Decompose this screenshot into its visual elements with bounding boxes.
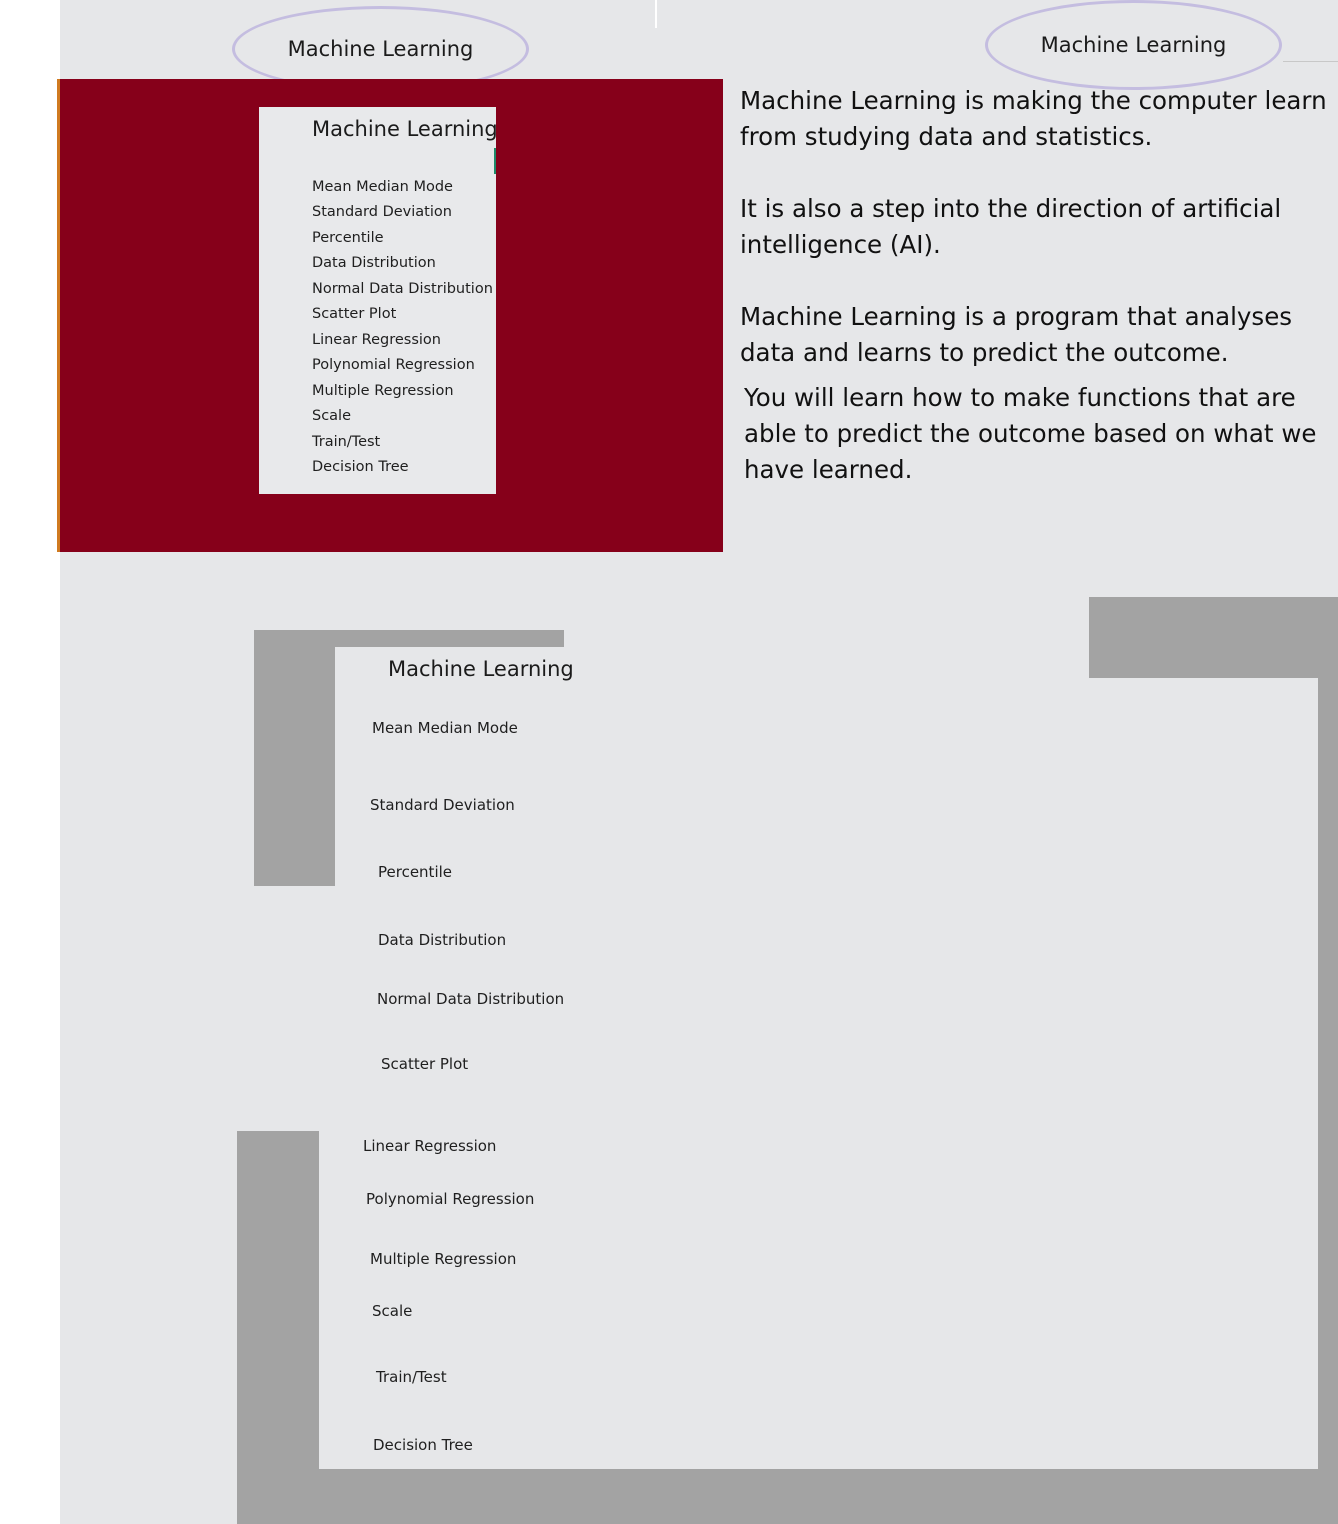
lower-menu-item-normal-data-distribution[interactable]: Normal Data Distribution xyxy=(377,990,565,1008)
menu-item-linear-regression[interactable]: Linear Regression xyxy=(312,332,441,348)
divider xyxy=(1283,61,1338,62)
gray-block-left-upper xyxy=(254,647,335,886)
gray-block-left-lower xyxy=(237,1131,319,1524)
menu-item-data-distribution[interactable]: Data Distribution xyxy=(312,255,436,271)
lower-menu-item-standard-deviation[interactable]: Standard Deviation xyxy=(370,796,515,814)
description-paragraph-2: It is also a step into the direction of artificial intelligence (AI). xyxy=(740,194,1282,259)
menu-item-multiple-regression[interactable]: Multiple Regression xyxy=(312,383,454,399)
lower-menu-title: Machine Learning xyxy=(388,657,574,681)
lower-menu-item-multiple-regression[interactable]: Multiple Regression xyxy=(370,1250,517,1268)
lower-menu-item-percentile[interactable]: Percentile xyxy=(378,863,453,881)
menu-item-scale[interactable]: Scale xyxy=(312,408,352,424)
lower-menu-item-decision-tree[interactable]: Decision Tree xyxy=(373,1436,473,1454)
gray-block-right-edge xyxy=(1318,678,1338,1524)
description-paragraph-3: Machine Learning is a program that analyses data and learns to predict the outcome. xyxy=(740,302,1293,367)
lower-menu-item-scale[interactable]: Scale xyxy=(372,1302,413,1320)
menu-item-decision-tree[interactable]: Decision Tree xyxy=(312,459,409,475)
divider xyxy=(655,0,657,28)
lower-menu-item-data-distribution[interactable]: Data Distribution xyxy=(378,931,507,949)
tab-machine-learning-right[interactable] xyxy=(985,0,1282,90)
focus-marker xyxy=(494,148,496,174)
menu-item-train-test[interactable]: Train/Test xyxy=(312,434,381,450)
tab-label: Machine Learning xyxy=(1040,33,1227,57)
description-paragraph-4: You will learn how to make functions that are able to predict the outcome based on what we have learned. xyxy=(744,383,1317,484)
gray-block-top xyxy=(254,630,564,647)
lower-menu-item-linear-regression[interactable]: Linear Regression xyxy=(363,1137,497,1155)
lower-menu-item-polynomial-regression[interactable]: Polynomial Regression xyxy=(366,1190,535,1208)
lower-menu-item-scatter-plot[interactable]: Scatter Plot xyxy=(381,1055,469,1073)
divider xyxy=(57,552,60,672)
menu-item-standard-deviation[interactable]: Standard Deviation xyxy=(312,204,452,220)
menu-title: Machine Learning xyxy=(312,117,498,141)
menu-item-scatter-plot[interactable]: Scatter Plot xyxy=(312,306,397,322)
description-paragraph-1: Machine Learning is making the computer learn from studying data and statistics. xyxy=(740,86,1327,151)
menu-item-mean-median-mode[interactable]: Mean Median Mode xyxy=(312,179,453,195)
lower-menu-item-train-test[interactable]: Train/Test xyxy=(376,1368,447,1386)
menu-item-normal-data-distribution[interactable]: Normal Data Distribution xyxy=(312,281,493,297)
menu-item-percentile[interactable]: Percentile xyxy=(312,230,384,246)
menu-item-polynomial-regression[interactable]: Polynomial Regression xyxy=(312,357,475,373)
gray-block-bottom xyxy=(237,1469,1338,1524)
tab-label: Machine Learning xyxy=(287,37,474,61)
lower-menu-item-mean-median-mode[interactable]: Mean Median Mode xyxy=(372,719,518,737)
gray-block-right-top xyxy=(1089,597,1338,678)
